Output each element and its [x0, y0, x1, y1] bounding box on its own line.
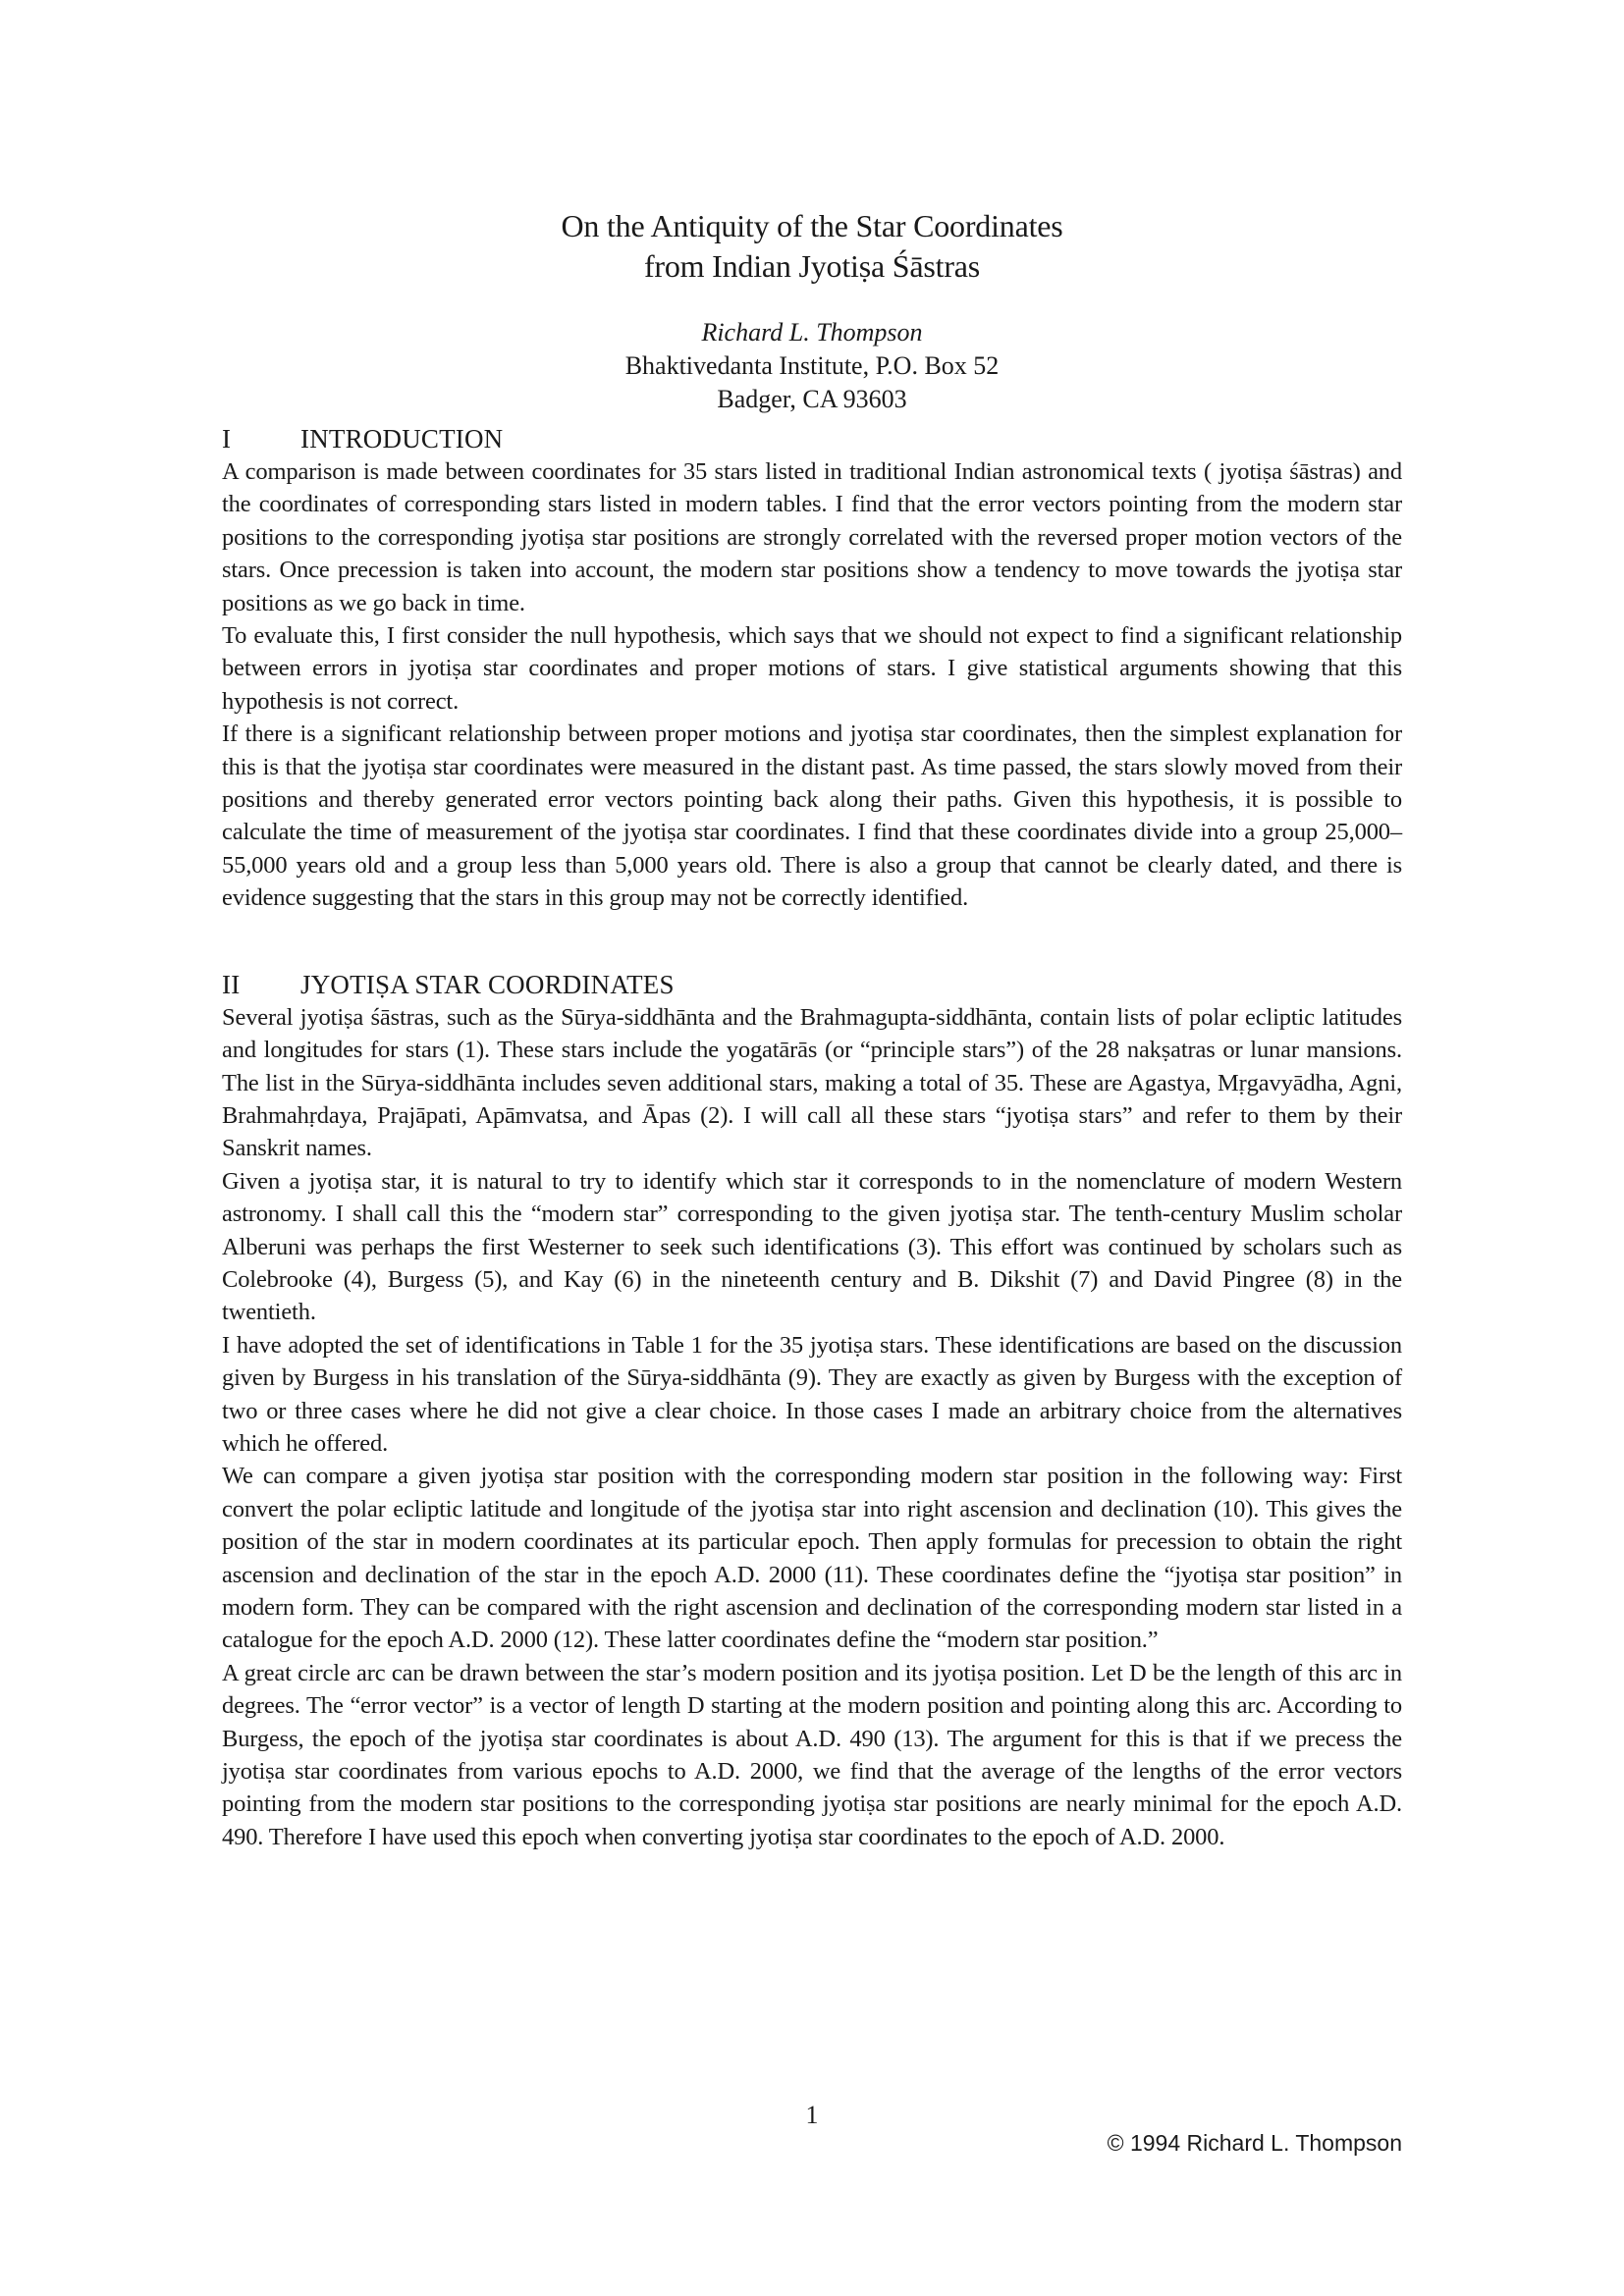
- section-heading-jyotisa-star-coordinates: [222, 968, 1402, 1001]
- paragraph: Given a jyotiṣa star, it is natural to try to identify which star it corresponds to in the nomenclature of modern Western astronomy. I shall call this the “modern star” corresponding to the given jyotiṣa star. The tenth-century Muslim scholar Alberuni was perhaps the first Westerner to seek such identifications (3). This effort was continued by scholars such as Colebrooke (4), Burgess (5), and Kay (6) in the nineteenth century and B. Dikshit (7) and David Pingree (8) in the twentieth.: [222, 1167, 1402, 1326]
- author-affiliation: Bhaktivedanta Institute, P.O. Box 52: [624, 351, 1000, 380]
- section-title: INTRODUCTION: [300, 424, 504, 454]
- paragraph: To evaluate this, I first consider the null hypothesis, which says that we should not expect to find a significant relationship between errors in jyotiṣa star coordinates and proper motions of stars. I give statistical arguments showing that this hypothesis is not correct.: [222, 622, 1402, 715]
- paragraph: A comparison is made between coordinates for 35 stars listed in traditional Indian astronomical texts ( jyotiṣa śāstras) and the coordinates of corresponding stars listed in modern tables. I find that the error vectors pointing from the modern star positions to the corresponding jyotiṣa star positions are strongly correlated with the reversed proper motion vectors of the stars. Once precession is taken into account, the modern star positions show a tendency to move towards the jyotiṣa star positions as we go back in time.: [222, 458, 1402, 616]
- copyright-notice: © 1994 Richard L. Thompson: [1107, 2130, 1402, 2156]
- section-heading-introduction: [222, 422, 1402, 455]
- title-line-2: from Indian Jyotiṣa Śāstras: [643, 248, 981, 284]
- paragraph: Several jyotiṣa śāstras, such as the Sūrya-siddhānta and the Brahmagupta-siddhānta, contain lists of polar ecliptic latitudes and longitudes for stars (1). These stars include the yogatārās (or “principle stars”) of the 28 nakṣatras or lunar mansions. The list in the Sūrya-siddhānta includes seven additional stars, making a total of 35. These are Agastya, Mṛgavyādha, Agni, Brahmahṛdaya, Prajāpati, Apāmvatsa, and Āpas (2). I will call all these stars “jyotiṣa stars” and refer to them by their Sanskrit names.: [222, 1003, 1402, 1162]
- page-number: 1: [805, 2101, 819, 2129]
- section-number: II: [222, 969, 241, 999]
- section-title: JYOTIṢA STAR COORDINATES: [300, 969, 675, 999]
- section-number: I: [222, 424, 232, 454]
- paragraph: If there is a significant relationship between proper motions and jyotiṣa star coordinates, then the simplest explanation for this is that the jyotiṣa star coordinates were measured in the distant past. As time passed, the stars slowly moved from their positions and thereby generated error vectors pointing back along their paths. Given this hypothesis, it is possible to calculate the time of measurement of the jyotiṣa star coordinates. I find that these coordinates divide into a group 25,000–55,000 years old and a group less than 5,000 years old. There is also a group that cannot be clearly dated, and there is evidence suggesting that the stars in this group may not be correctly identified.: [222, 721, 1402, 912]
- author-block: [222, 316, 1402, 416]
- paragraph: A great circle arc can be drawn between the star’s modern position and its jyotiṣa position. Let D be the length of this arc in degrees. The “error vector” is a vector of length D starting at the modern position and pointing along this arc. According to Burgess, the epoch of the jyotiṣa star coordinates is about A.D. 490 (13). The argument for this is that if we precess the jyotiṣa star coordinates from various epochs to A.D. 2000, we find that the average of the lengths of the error vectors pointing from the modern star positions to the corresponding jyotiṣa star positions are nearly minimal for the epoch A.D. 490. Therefore I have used this epoch when converting jyotiṣa star coordinates to the epoch of A.D. 2000.: [222, 1659, 1402, 1850]
- author-address: Badger, CA 93603: [717, 385, 907, 413]
- paper-title: [222, 206, 1402, 287]
- paper-page: [222, 206, 1402, 1853]
- paragraph: I have adopted the set of identifications in Table 1 for the 35 jyotiṣa stars. These identifications are based on the discussion given by Burgess in his translation of the Sūrya-siddhānta (9). They are exactly as given by Burgess with the exception of two or three cases where he did not give a clear choice. In those cases I made an arbitrary choice from the alternatives which he offered.: [222, 1331, 1402, 1457]
- paragraph: We can compare a given jyotiṣa star position with the corresponding modern star position in the following way: First convert the polar ecliptic latitude and longitude of the jyotiṣa star into right ascension and declination (10). This gives the position of the star in modern coordinates at its particular epoch. Then apply formulas for precession to obtain the right ascension and declination of the star in the epoch A.D. 2000 (11). These coordinates define the “jyotiṣa star position” in modern form. They can be compared with the right ascension and declination of the corresponding modern star listed in a catalogue for the epoch A.D. 2000 (12). These latter coordinates define the “modern star position.”: [222, 1463, 1402, 1654]
- author-name: Richard L. Thompson: [701, 318, 923, 347]
- title-line-1: On the Antiquity of the Star Coordinates: [561, 208, 1063, 243]
